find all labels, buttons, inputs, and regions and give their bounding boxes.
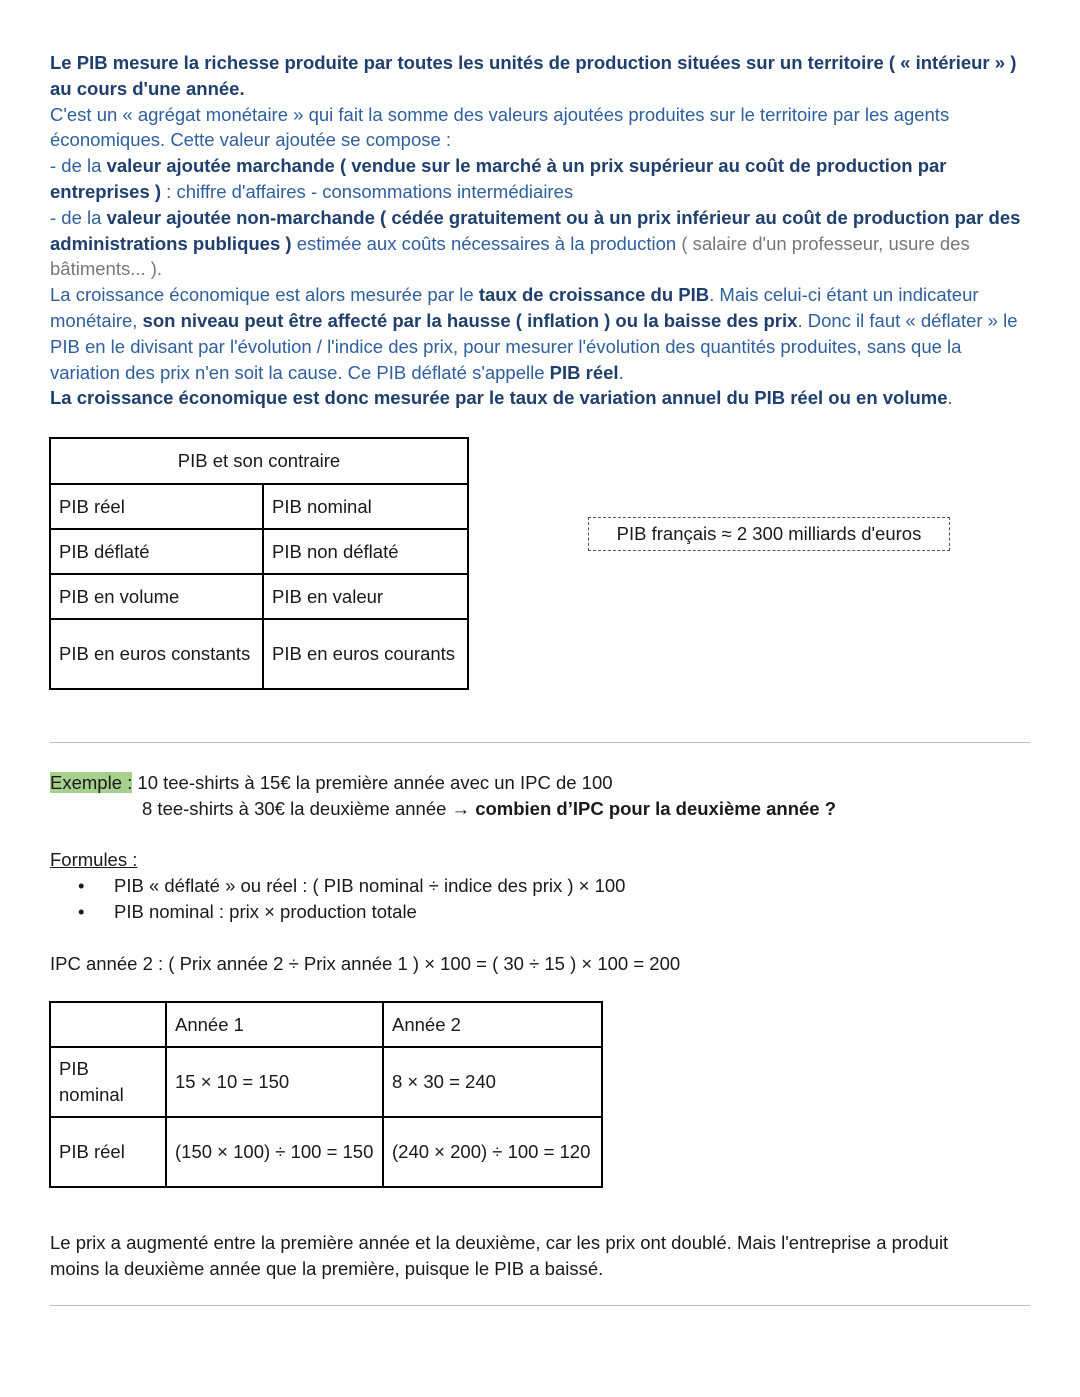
text: : chiffre d'affaires - consommations intermédiaires [161, 180, 574, 202]
callout-text: PIB français ≈ 2 300 milliards d'euros [616, 523, 922, 544]
bullet-icon: • [78, 875, 85, 896]
text: 8 tee-shirts à 30€ la deuxième année → [142, 798, 476, 819]
table-row [50, 574, 468, 619]
table-header: PIB et son contraire [50, 438, 468, 484]
table-cell: PIB en euros constants [50, 619, 263, 689]
text: . [618, 361, 624, 383]
table-cell: PIB en volume [50, 574, 263, 619]
text: bâtiments... ). [50, 258, 163, 280]
intro-line [50, 127, 1040, 153]
table-row [50, 1117, 602, 1187]
conclusion-line: Le prix a augmenté entre la première année et la deuxième, car les prix ont doublé. Mais l'entreprise a produit [50, 1232, 949, 1253]
divider [50, 742, 1030, 743]
question-text: combien d’IPC pour la deuxième année ? [475, 798, 837, 819]
text: . Mais celui-ci étant un indicateur [709, 284, 979, 306]
example-block [50, 770, 836, 822]
bold-text: valeur ajoutée marchande ( vendue sur le marché à un prix supérieur au coût de production par [106, 155, 947, 177]
bold-text: La croissance économique est donc mesurée par le taux de variation annuel du PIB réel ou en volume [50, 387, 948, 409]
table-header-row [50, 1002, 602, 1047]
table-cell: PIB déflaté [50, 529, 263, 574]
table-row [50, 1047, 602, 1117]
text: PIB nominal : prix × production totale [114, 901, 417, 922]
bold-text: valeur ajoutée non-marchande ( cédée gratuitement ou à un prix inférieur au coût de production par des [106, 206, 1021, 228]
intro-line [50, 308, 1040, 334]
text: estimée aux coûts nécessaires à la production [291, 232, 682, 254]
divider [50, 1305, 1030, 1306]
gdp-callout [588, 517, 950, 551]
text: - de la [50, 155, 107, 177]
intro-line [50, 102, 1040, 128]
text: variation des prix n'en soit la cause. Ce PIB déflaté s'appelle [50, 361, 550, 383]
example-label: Exemple : [50, 772, 133, 793]
table-cell: PIB en euros courants [263, 619, 468, 689]
text: au cours d'une année. [50, 77, 245, 99]
ipc-calculation: IPC année 2 : ( Prix année 2 ÷ Prix année 1 ) × 100 = ( 30 ÷ 15 ) × 100 = 200 [50, 953, 681, 974]
conclusion-line: moins la deuxième année que la première, puisque le PIB a baissé. [50, 1258, 604, 1279]
text: . Donc il faut « déflater » le [797, 309, 1018, 331]
list-item [78, 899, 625, 925]
text: - de la [50, 206, 107, 228]
bullet-icon: • [78, 901, 85, 922]
intro-line [50, 231, 1040, 257]
gray-text: ( salaire d'un professeur, usure des [681, 232, 970, 254]
table-header-row [50, 438, 468, 484]
intro-text [50, 50, 1040, 411]
pib-example-table [49, 1001, 603, 1188]
intro-line [50, 360, 1040, 386]
intro-line [50, 385, 1040, 411]
text: PIB « déflaté » ou réel : ( PIB nominal ÷ indice des prix ) × 100 [114, 875, 626, 896]
pib-synonyms-table [49, 437, 469, 690]
intro-line [50, 179, 1040, 205]
table-cell: 15 × 10 = 150 [166, 1047, 383, 1117]
bold-text: PIB réel [549, 361, 619, 383]
conclusion [50, 1230, 948, 1282]
table-cell: (240 × 200) ÷ 100 = 120 [383, 1117, 602, 1187]
example-line [50, 770, 836, 796]
table-row [50, 529, 468, 574]
table-cell: PIB nominal [263, 484, 468, 529]
table-cell: PIB en valeur [263, 574, 468, 619]
list-item [78, 873, 625, 899]
bold-text: taux de croissance du PIB [478, 284, 710, 306]
bold-text: administrations publiques ) [50, 232, 292, 254]
formulas-title: Formules : [50, 849, 138, 870]
table-row [50, 484, 468, 529]
table-cell: PIB non déflaté [263, 529, 468, 574]
table-cell: PIB réel [50, 484, 263, 529]
text: Le PIB mesure la richesse produite par toutes les unités de production situées sur un territoire ( « intérieur » ) [50, 52, 1017, 73]
bold-text: entreprises ) [50, 180, 162, 202]
bold-text: son niveau peut être affecté par la hausse ( inflation ) ou la baisse des prix [142, 309, 798, 331]
text: 10 tee-shirts à 15€ la première année avec un IPC de 100 [132, 772, 613, 793]
table-cell: PIB nominal [50, 1047, 166, 1117]
formulas-list [78, 873, 625, 925]
table-header [50, 1002, 166, 1047]
text: La croissance économique est alors mesurée par le [50, 284, 479, 306]
text: PIB en le divisant par l'évolution / l'indice des prix, pour mesurer l'évolution des quantités produites, sans que la [50, 335, 962, 357]
table-cell: 8 × 30 = 240 [383, 1047, 602, 1117]
text: économiques. Cette valeur ajoutée se compose : [50, 129, 452, 151]
text: monétaire, [50, 309, 143, 331]
table-header: Année 2 [383, 1002, 602, 1047]
text: C'est un « agrégat monétaire » qui fait la somme des valeurs ajoutées produites sur le territoire par les agents [50, 103, 950, 125]
intro-line [50, 50, 1040, 76]
intro-line [50, 282, 1040, 308]
intro-line [50, 256, 1040, 282]
table-cell: (150 × 100) ÷ 100 = 150 [166, 1117, 383, 1187]
table-row [50, 619, 468, 689]
intro-line [50, 334, 1040, 360]
text: . [947, 387, 953, 409]
intro-line [50, 76, 1040, 102]
example-line [50, 796, 836, 822]
intro-line [50, 205, 1040, 231]
table-header: Année 1 [166, 1002, 383, 1047]
intro-line [50, 153, 1040, 179]
table-cell: PIB réel [50, 1117, 166, 1187]
